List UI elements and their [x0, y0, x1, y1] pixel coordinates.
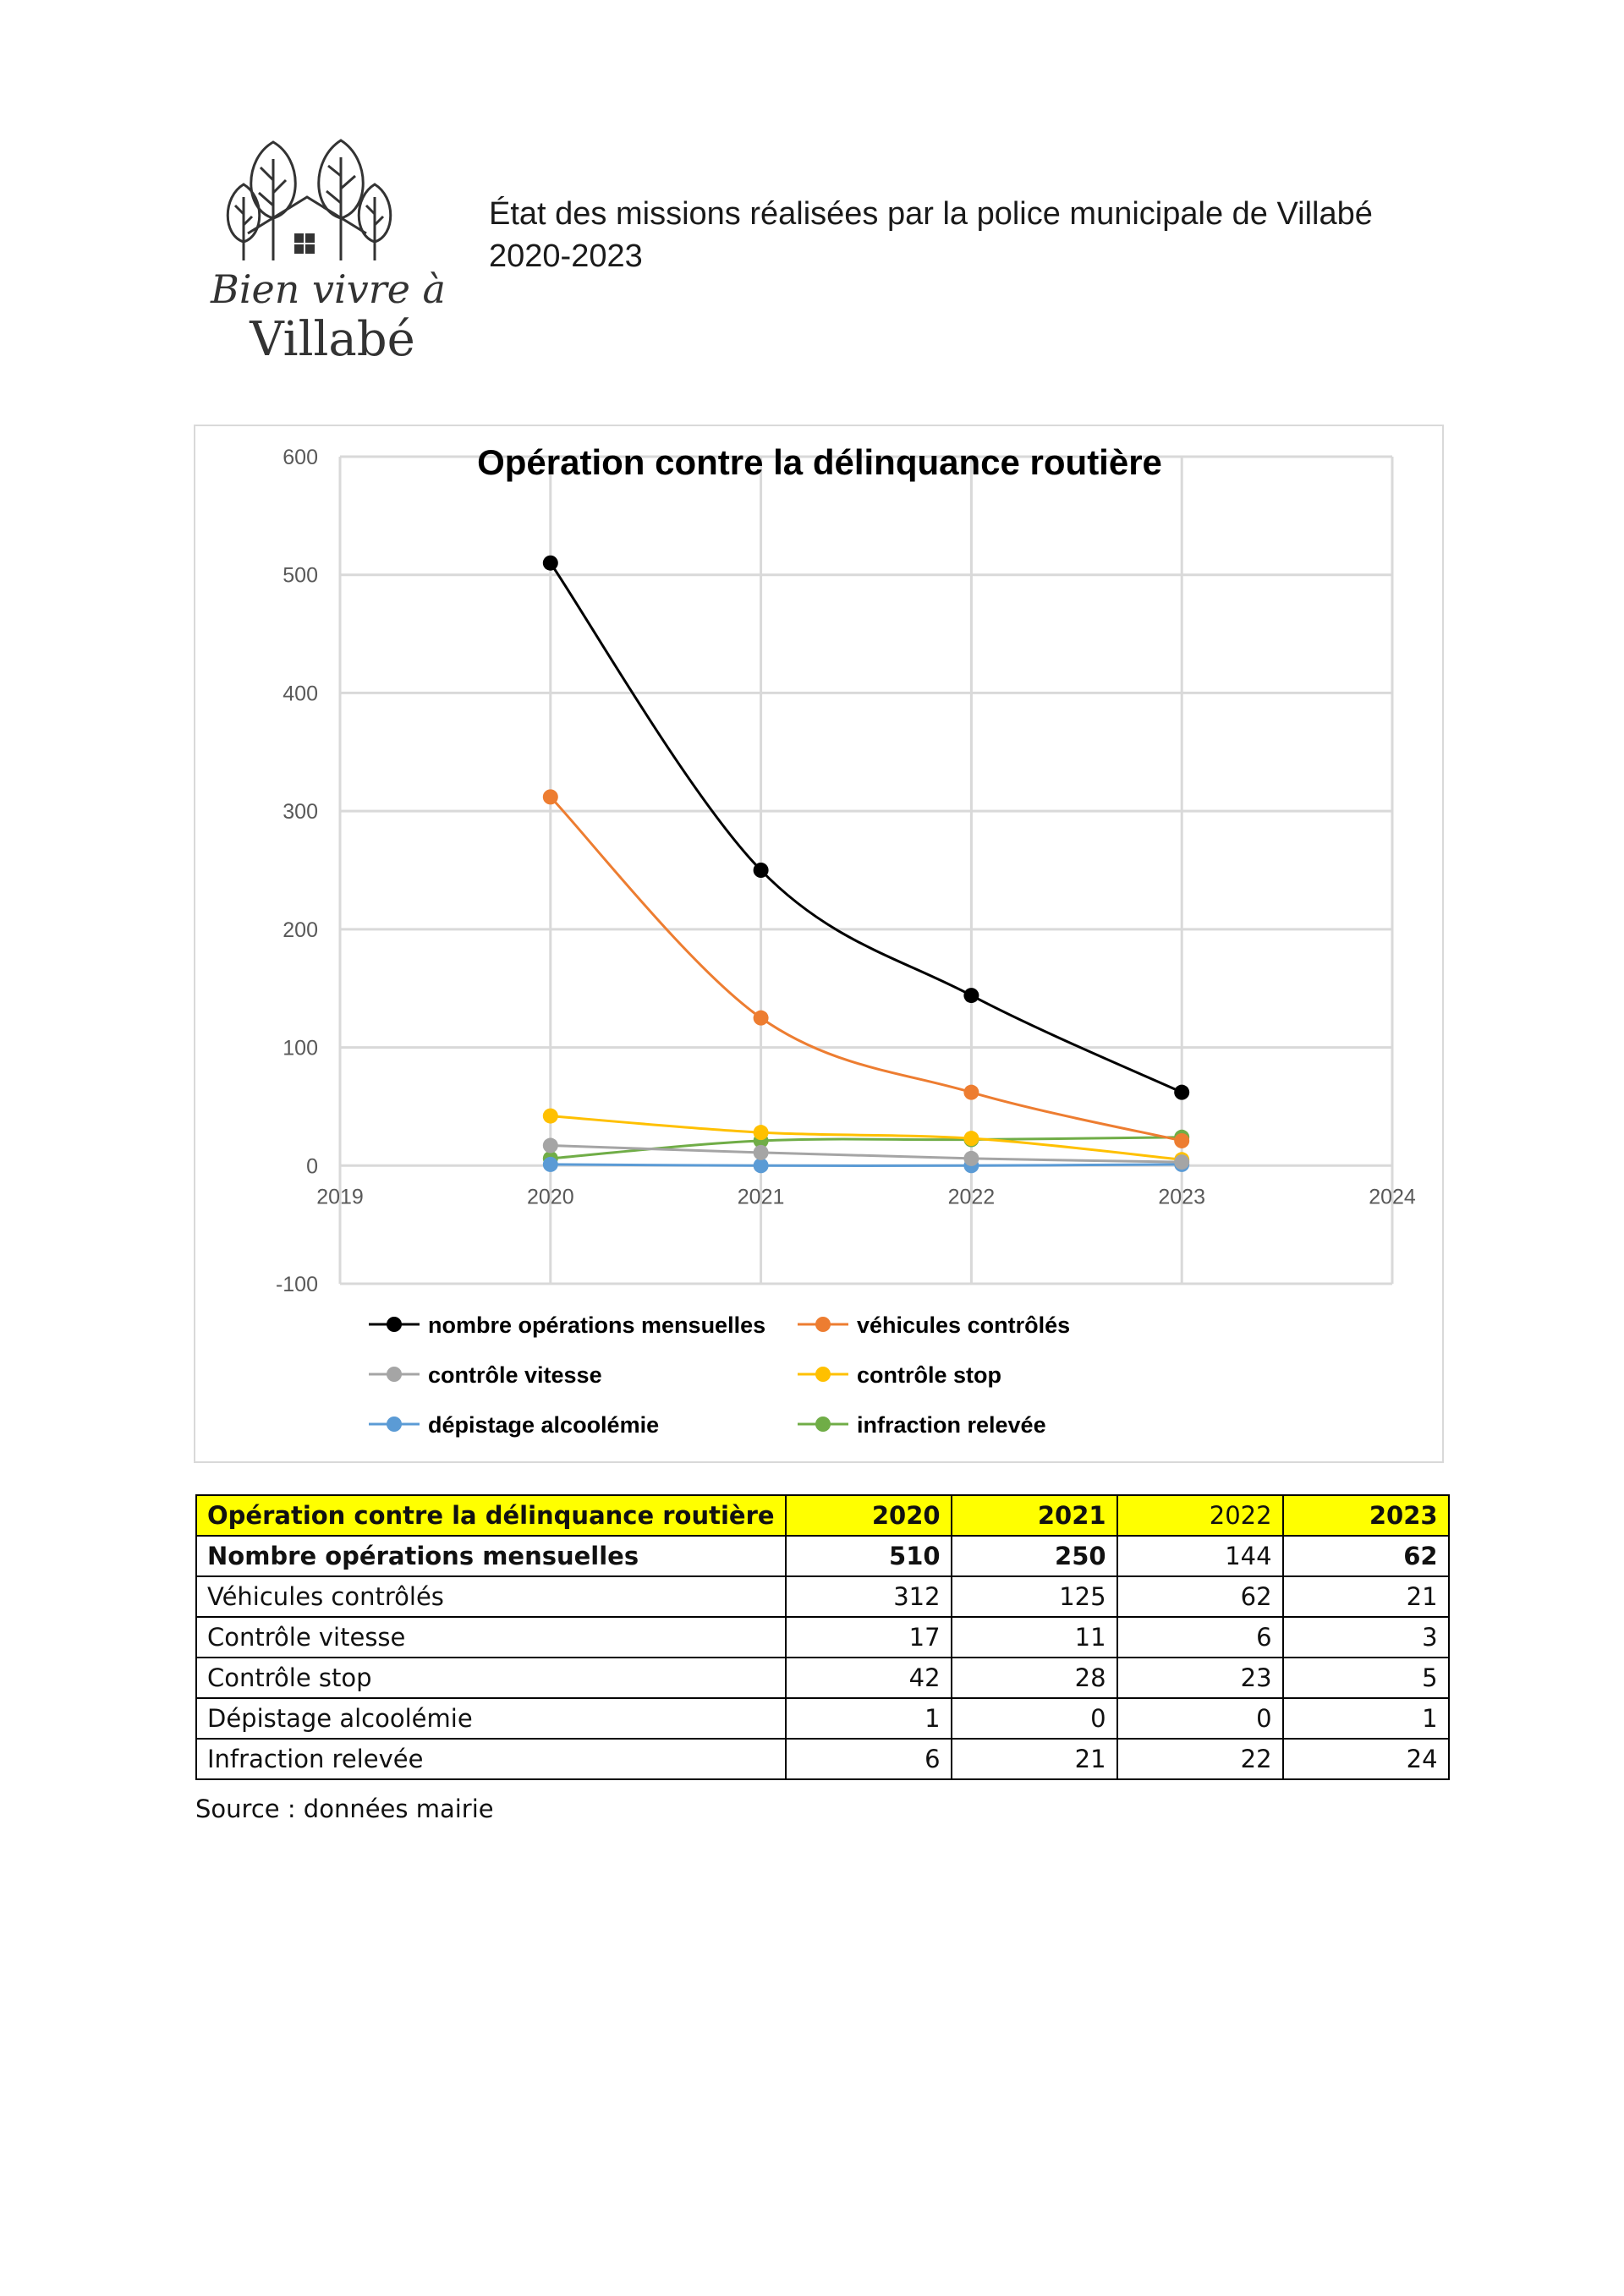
data-point — [963, 1085, 979, 1100]
legend-swatch-marker — [815, 1417, 831, 1432]
legend-label: dépistage alcoolémie — [428, 1412, 660, 1438]
value-cell: 2020 — [786, 1495, 952, 1536]
legend-label: véhicules contrôlés — [857, 1312, 1071, 1338]
y-tick-label: -100 — [275, 1273, 318, 1296]
value-cell: 5 — [1283, 1658, 1449, 1698]
legend-label: contrôle stop — [857, 1362, 1002, 1388]
value-cell: 11 — [952, 1617, 1117, 1658]
row-label-cell: Opération contre la délinquance routière — [196, 1495, 786, 1536]
document-title — [489, 193, 1373, 277]
value-cell: 2021 — [952, 1495, 1117, 1536]
legend — [369, 1312, 1070, 1438]
y-tick-label: 500 — [283, 563, 318, 588]
value-cell: 28 — [952, 1658, 1117, 1698]
row-label-cell: Dépistage alcoolémie — [196, 1698, 786, 1739]
x-tick-label: 2023 — [1158, 1185, 1206, 1209]
y-tick-label: 100 — [283, 1036, 318, 1060]
series-line — [551, 1164, 1182, 1166]
data-point — [543, 556, 558, 571]
value-cell: 0 — [952, 1698, 1117, 1739]
value-cell: 312 — [786, 1576, 952, 1617]
logo-text-line2: Villabé — [250, 312, 415, 366]
data-point — [754, 863, 769, 878]
axis-labels — [276, 446, 1416, 1296]
y-tick-label: 200 — [283, 918, 318, 942]
line-chart — [195, 426, 1442, 1461]
value-cell: 21 — [1283, 1576, 1449, 1617]
value-cell: 3 — [1283, 1617, 1449, 1658]
data-point — [1174, 1133, 1189, 1148]
table-row — [196, 1617, 1449, 1658]
series-line — [551, 797, 1182, 1141]
document-title-line1: État des missions réalisées par la police municipale de Villabé — [489, 196, 1373, 232]
row-label-cell: Véhicules contrôlés — [196, 1576, 786, 1617]
row-label-cell: Contrôle vitesse — [196, 1617, 786, 1658]
data-point — [543, 789, 558, 804]
y-tick-label: 600 — [283, 446, 318, 469]
value-cell: 2022 — [1117, 1495, 1283, 1536]
legend-swatch-marker — [815, 1317, 831, 1332]
window-icon — [294, 233, 315, 254]
data-point — [754, 1158, 769, 1173]
data-point — [963, 1151, 979, 1166]
data-table — [195, 1494, 1450, 1780]
value-cell: 23 — [1117, 1658, 1283, 1698]
data-point — [754, 1145, 769, 1160]
data-point — [543, 1138, 558, 1153]
x-tick-label: 2020 — [526, 1185, 574, 1209]
x-tick-label: 2021 — [737, 1185, 785, 1209]
data-point — [963, 988, 979, 1003]
value-cell: 510 — [786, 1536, 952, 1576]
table-row — [196, 1698, 1449, 1739]
value-cell: 0 — [1117, 1698, 1283, 1739]
data-point — [1174, 1085, 1189, 1100]
legend-label: infraction relevée — [857, 1412, 1046, 1438]
table-row — [196, 1495, 1449, 1536]
table-row — [196, 1536, 1449, 1576]
data-point — [543, 1109, 558, 1124]
legend-swatch-marker — [387, 1367, 402, 1382]
data-point — [963, 1131, 979, 1146]
y-tick-label: 0 — [306, 1154, 318, 1179]
legend-label: contrôle vitesse — [428, 1362, 602, 1388]
value-cell: 62 — [1117, 1576, 1283, 1617]
value-cell: 144 — [1117, 1536, 1283, 1576]
logo — [193, 134, 464, 366]
table-row — [196, 1739, 1449, 1779]
series-line — [551, 563, 1182, 1093]
value-cell: 22 — [1117, 1739, 1283, 1779]
data-point — [754, 1011, 769, 1026]
grid-layer — [340, 457, 1392, 1284]
legend-swatch-marker — [387, 1317, 402, 1332]
legend-swatch-marker — [815, 1367, 831, 1382]
value-cell: 17 — [786, 1617, 952, 1658]
x-tick-label: 2022 — [947, 1185, 996, 1209]
legend-swatch-marker — [387, 1417, 402, 1432]
value-cell: 6 — [1117, 1617, 1283, 1658]
value-cell: 42 — [786, 1658, 952, 1698]
row-label-cell: Nombre opérations mensuelles — [196, 1536, 786, 1576]
table-row — [196, 1576, 1449, 1617]
data-point — [754, 1125, 769, 1140]
chart-title: Opération contre la délinquance routière — [477, 442, 1162, 482]
data-point — [543, 1157, 558, 1172]
y-tick-label: 400 — [283, 682, 318, 706]
x-tick-label: 2019 — [316, 1185, 364, 1209]
value-cell: 1 — [1283, 1698, 1449, 1739]
data-point — [1174, 1154, 1189, 1170]
series-layer — [543, 556, 1189, 1174]
value-cell: 1 — [786, 1698, 952, 1739]
value-cell: 125 — [952, 1576, 1117, 1617]
table-row — [196, 1658, 1449, 1698]
document-title-line2: 2020-2023 — [489, 238, 643, 274]
x-tick-label: 2024 — [1369, 1185, 1416, 1209]
value-cell: 24 — [1283, 1739, 1449, 1779]
value-cell: 6 — [786, 1739, 952, 1779]
row-label-cell: Contrôle stop — [196, 1658, 786, 1698]
legend-label: nombre opérations mensuelles — [428, 1312, 766, 1338]
chart-frame — [194, 425, 1444, 1463]
value-cell: 2023 — [1283, 1495, 1449, 1536]
value-cell: 21 — [952, 1739, 1117, 1779]
logo-text-line1: Bien vivre à — [211, 266, 446, 312]
value-cell: 250 — [952, 1536, 1117, 1576]
value-cell: 62 — [1283, 1536, 1449, 1576]
y-tick-label: 300 — [283, 800, 318, 825]
row-label-cell: Infraction relevée — [196, 1739, 786, 1779]
source-note: Source : données mairie — [195, 1795, 494, 1823]
